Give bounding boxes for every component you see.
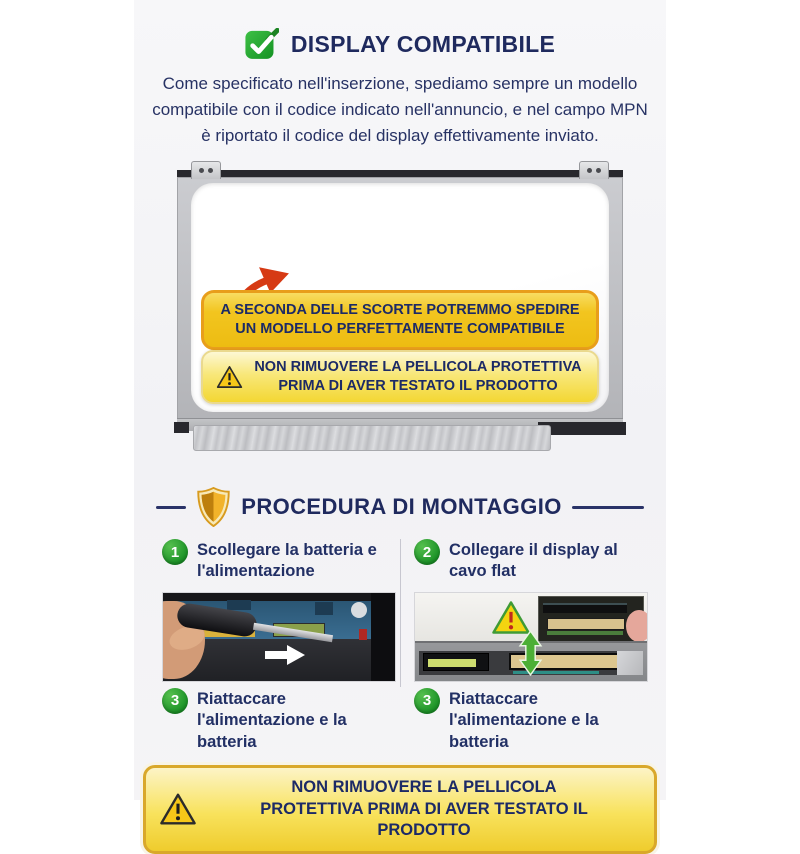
step-text: Riattaccare l'alimentazione e la batteria	[197, 689, 347, 751]
lcd-panel-illustration	[177, 161, 623, 451]
shield-icon	[196, 487, 231, 527]
panel-top-edge	[177, 170, 623, 177]
panel-end-cap-right	[538, 422, 626, 435]
procedure-header	[134, 487, 666, 527]
panel-end-cap-left	[174, 422, 189, 433]
step-text: Scollegare la batteria e l'alimentazione	[197, 541, 377, 581]
check-icon	[245, 28, 279, 60]
panel-foil-strip	[193, 425, 551, 451]
step-1	[162, 539, 400, 583]
finger	[626, 610, 648, 642]
step1-photo	[162, 592, 396, 682]
step-text: Riattaccare l'alimentazione e la batteria	[449, 689, 599, 751]
connector-inset-photo	[538, 596, 644, 642]
warning-triangle-icon	[216, 365, 243, 389]
footer-warning-text: NON RIMUOVERE LA PELLICOLA PROTETTIVA PRIMA DI AVER TESTATO IL PRODOTTO	[260, 778, 588, 840]
right-white-arrow-icon	[265, 645, 305, 665]
procedure-steps	[142, 533, 658, 753]
page-title: DISPLAY COMPATIBILE	[290, 30, 556, 57]
divider-line-right	[572, 506, 644, 509]
steps-column-right	[400, 533, 658, 753]
warning-triangle-icon	[159, 792, 197, 826]
vertical-double-green-arrow-icon	[518, 629, 543, 677]
steps-column-left	[142, 533, 400, 753]
step-3-left	[162, 688, 400, 753]
film-warning-banner	[201, 350, 599, 404]
step-text: Collegare il display al cavo flat	[449, 541, 618, 581]
listing-infographic	[134, 0, 666, 840]
step-3-right	[414, 688, 658, 753]
step2-photo	[414, 592, 648, 682]
step-number-badge: 3	[162, 688, 188, 714]
step-2	[414, 539, 658, 583]
step-number-badge: 3	[414, 688, 440, 714]
divider-line-left	[156, 506, 186, 509]
step-number-badge: 2	[414, 539, 440, 565]
hinge-bracket-right	[579, 161, 609, 179]
stock-notice-banner: A SECONDA DELLE SCORTE POTREMMO SPEDIRE UN MODELLO PERFETTAMENTE COMPATIBILE	[201, 290, 599, 350]
hinge-bracket-left	[191, 161, 221, 179]
intro-paragraph: Come specificato nell'inserzione, spediamo sempre un modello compatibile con il codice indicato nell'annuncio, e nel campo MPN è riportato il codice del display effettivamente inviato.	[152, 74, 648, 145]
film-warning-text: NON RIMUOVERE LA PELLICOLA PROTETTIVA PRIMA DI AVER TESTATO IL PRODOTTO	[254, 358, 582, 394]
panel-screen	[191, 183, 609, 412]
procedure-title: PROCEDURA DI MONTAGGIO	[241, 494, 562, 519]
footer-warning-banner	[143, 765, 657, 853]
panel-frame	[177, 177, 623, 419]
step-number-badge: 1	[162, 539, 188, 565]
header	[134, 0, 666, 60]
